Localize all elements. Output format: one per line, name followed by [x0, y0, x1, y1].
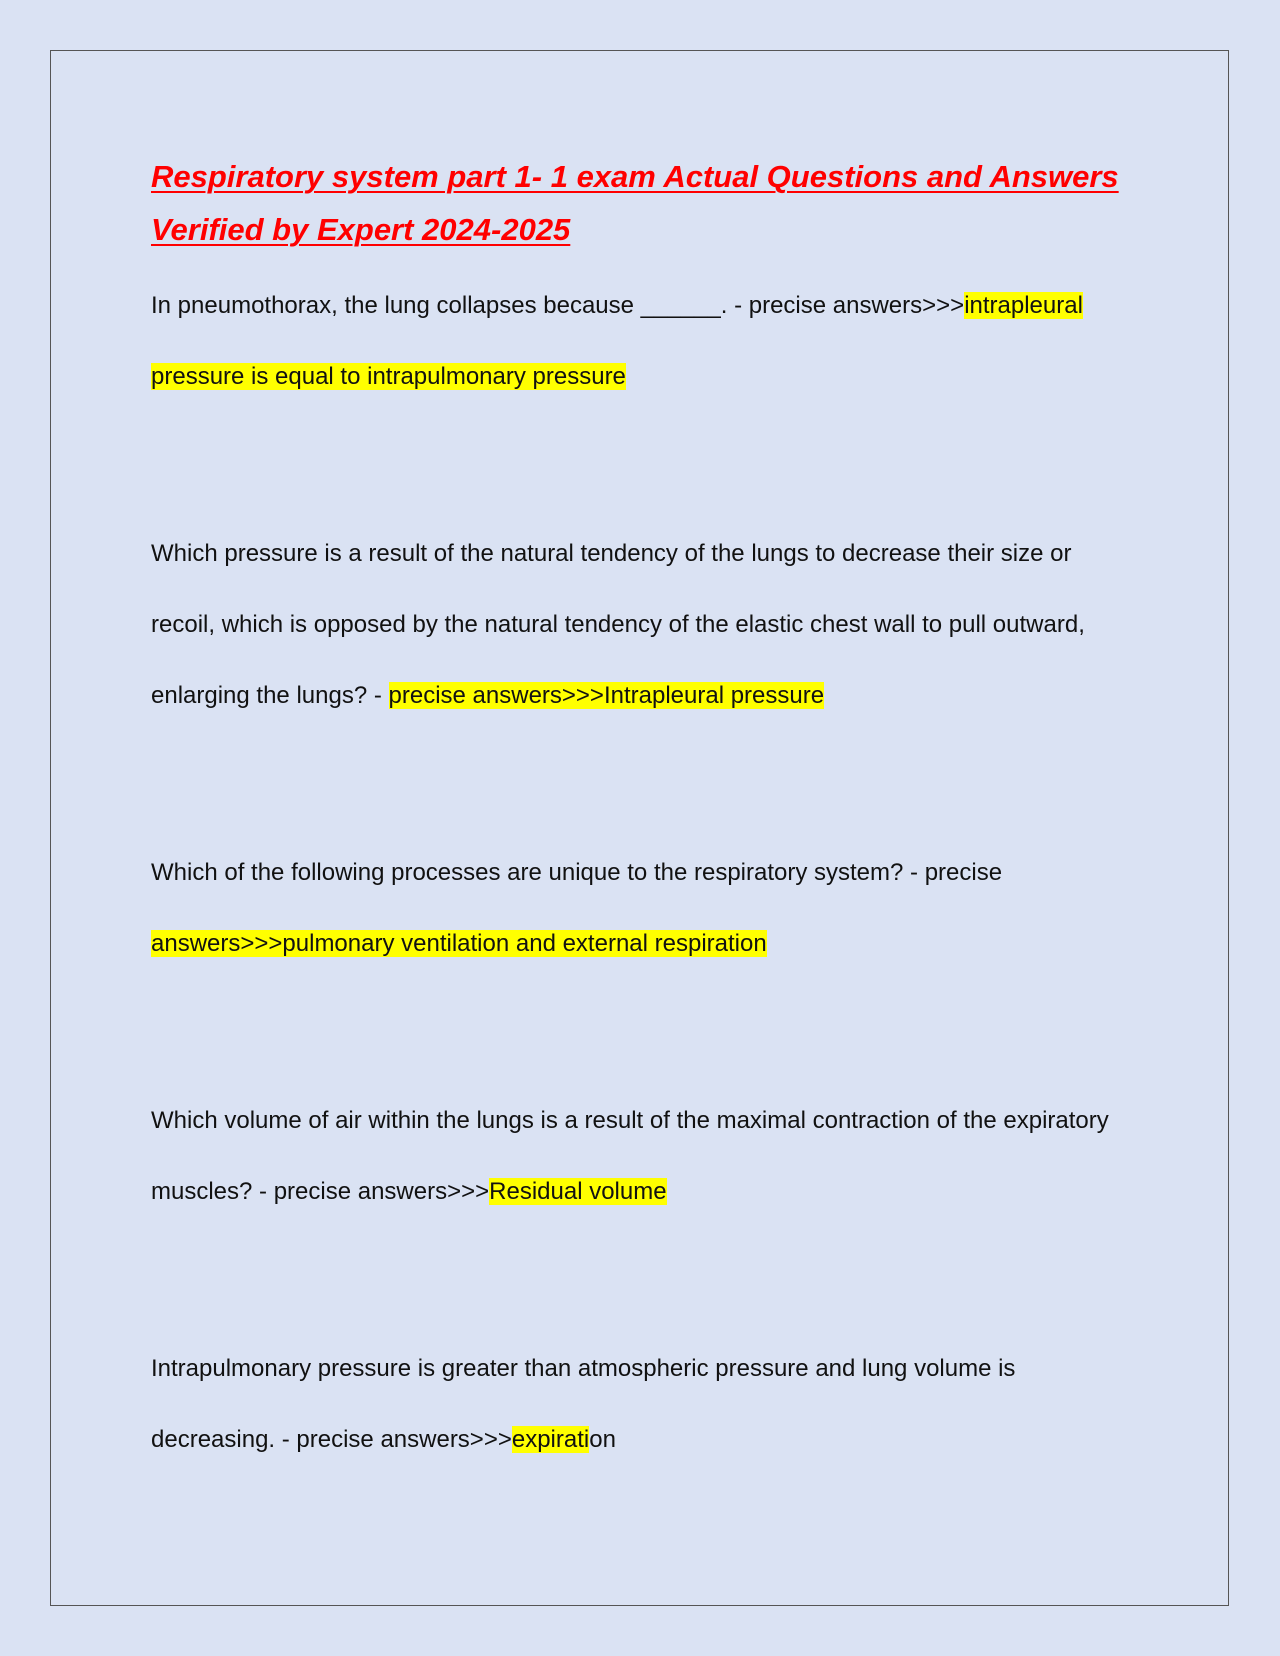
answer-highlight: Residual volume: [489, 1178, 667, 1205]
qa-item-2: [151, 518, 1141, 731]
question-text: Intrapulmonary pressure is greater than atmospheric pressure and lung volume is decreasing. - precise answers>>>: [151, 1355, 1016, 1453]
qa-item-1: [151, 270, 1141, 412]
document-body: [151, 150, 1141, 1475]
document-title: Respiratory system part 1- 1 exam Actual Questions and Answers Verified by Expert 2024-2025: [151, 159, 1119, 247]
question-text: Which of the following processes are unique to the respiratory system? - precise: [151, 859, 1003, 886]
answer-highlight: answers>>>pulmonary ventilation and external respiration: [151, 930, 767, 957]
qa-item-4: [151, 1085, 1141, 1227]
question-text: Which volume of air within the lungs is a result of the maximal contraction of the expiratory muscles? - precise answers>>>: [151, 1107, 1109, 1205]
qa-item-3: [151, 837, 1141, 979]
answer-highlight: intrapleural pressure is equal to intrapulmonary pressure: [151, 292, 1083, 390]
question-text: Which pressure is a result of the natural tendency of the lungs to decrease their size or recoil, which is opposed by the natural tendency of the elastic chest wall to pull outward, enlarging the lungs? -: [151, 540, 1085, 709]
answer-highlight: expirati: [511, 1426, 590, 1453]
answer-tail: on: [589, 1426, 616, 1453]
question-text: In pneumothorax, the lung collapses because ______. - precise answers>>>: [151, 292, 965, 319]
answer-highlight: precise answers>>>Intrapleural pressure: [388, 682, 825, 709]
qa-item-5: [151, 1333, 1141, 1475]
